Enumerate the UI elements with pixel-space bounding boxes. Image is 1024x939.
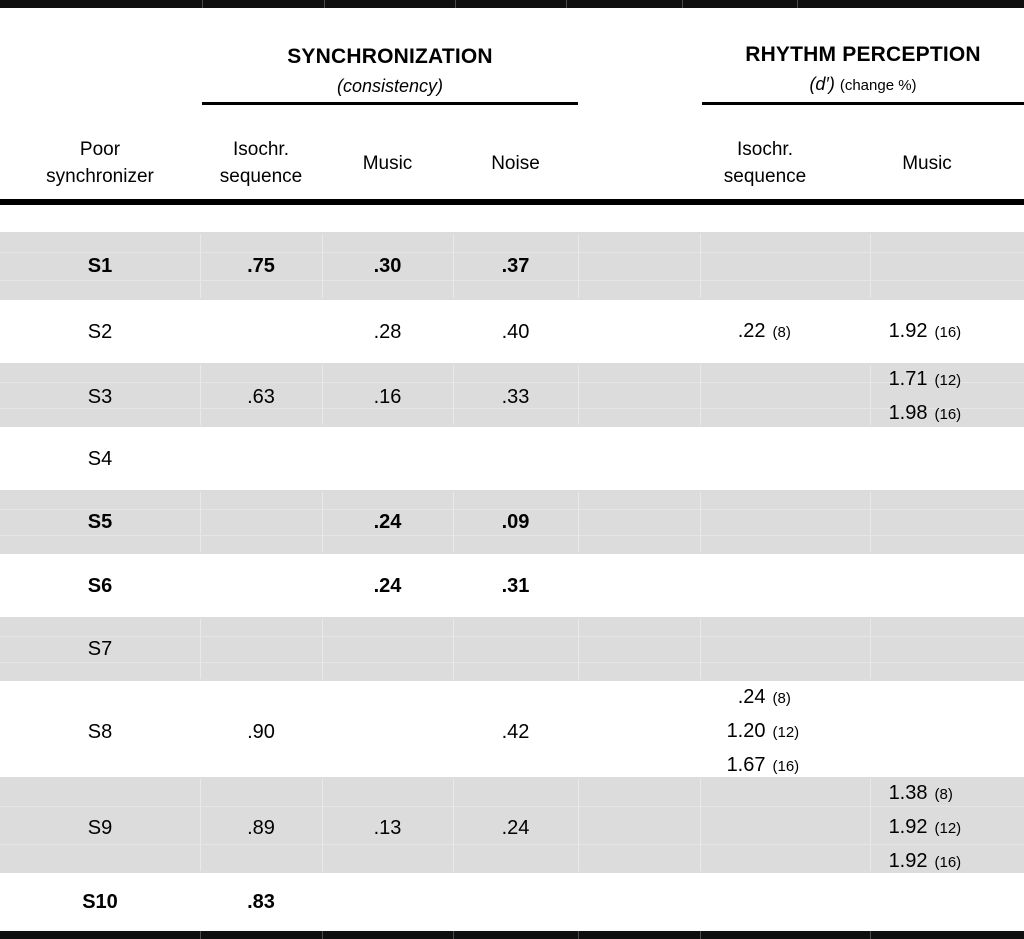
- group-subtitle-rhythm-perception: [809, 72, 916, 98]
- rhythm-change-pct: (12): [934, 372, 962, 389]
- rhythm-change-pct: (8): [772, 690, 791, 707]
- shaded-row-seam: [870, 619, 871, 679]
- cell-sync-noise: .42: [501, 721, 530, 743]
- rhythm-value-line: [700, 681, 830, 715]
- column-header-rhythm-isochr-sequence: [700, 136, 870, 190]
- shaded-row-seam: [0, 280, 1024, 281]
- table-row: [0, 300, 1024, 363]
- rhythm-value: .22: [737, 319, 766, 342]
- rhythm-value-line: [870, 363, 984, 397]
- shaded-row-seam: [578, 234, 579, 298]
- shaded-row-seam: [578, 619, 579, 679]
- rule-seam: [202, 0, 203, 8]
- row-label: S5: [87, 511, 113, 533]
- subtitle-change-pct: (change %): [839, 77, 917, 94]
- shaded-row-seam: [700, 492, 701, 552]
- rule-seam: [870, 931, 871, 939]
- cell-sync-noise: .09: [501, 511, 530, 533]
- rule-seam: [455, 0, 456, 8]
- rhythm-value: 1.92: [888, 850, 928, 872]
- rhythm-value: .24: [737, 686, 766, 708]
- column-header-sync-noise: Noise: [491, 152, 540, 174]
- table-row: [0, 490, 1024, 554]
- group-subtitle-synchronization: [337, 74, 443, 98]
- rule-seam: [578, 931, 579, 939]
- group-header-synchronization: [202, 44, 578, 105]
- table-row: [0, 427, 1024, 490]
- table-row: [0, 617, 1024, 681]
- cell-sync-isochr: .63: [247, 386, 275, 408]
- group-header-rhythm-perception: [702, 42, 1024, 105]
- rhythm-change-pct: (16): [772, 758, 800, 775]
- rule-seam: [324, 0, 325, 8]
- rhythm-value: 1.67: [726, 754, 766, 776]
- rhythm-value-line: [870, 845, 984, 879]
- column-header-sync-music: Music: [362, 152, 413, 174]
- rhythm-change-pct: (16): [934, 854, 962, 871]
- cell-sync-isochr: .90: [247, 721, 275, 743]
- shaded-row-seam: [700, 779, 701, 871]
- column-header-row: [0, 105, 1024, 199]
- row-label: S10: [82, 891, 118, 913]
- subtitle-dprime: (d′): [809, 74, 835, 94]
- shaded-row-seam: [322, 619, 323, 679]
- cell-rhythm-isochr: [700, 681, 870, 783]
- shaded-row-seam: [870, 234, 871, 298]
- rhythm-value: 1.92: [888, 816, 928, 838]
- cell-sync-isochr: .83: [247, 891, 275, 913]
- cell-sync-noise: .33: [501, 386, 530, 408]
- table-row: [0, 681, 1024, 777]
- column-header-sync-isochr-sequence: [200, 136, 322, 190]
- cell-sync-music: .24: [373, 574, 402, 597]
- rhythm-value-line: [870, 397, 984, 431]
- row-label: S3: [87, 386, 113, 408]
- rule-seam: [322, 931, 323, 939]
- shaded-row-seam: [700, 619, 701, 679]
- cell-sync-isochr: .89: [247, 817, 275, 839]
- row-label: S4: [87, 447, 113, 470]
- column-header-line: synchronizer: [46, 166, 154, 187]
- rhythm-value: 1.20: [726, 720, 766, 742]
- header-gap: [0, 205, 1024, 232]
- cell-sync-isochr: .75: [247, 255, 275, 277]
- cell-rhythm-isochr: [700, 315, 870, 349]
- rule-seam: [453, 931, 454, 939]
- rhythm-value: 1.38: [888, 782, 928, 804]
- table-row: [0, 873, 1024, 931]
- cell-sync-noise: .31: [501, 574, 530, 597]
- column-header-line: sequence: [219, 166, 303, 187]
- cell-rhythm-music: [870, 363, 1024, 431]
- column-header-line: Poor: [79, 139, 121, 160]
- rhythm-value-line: [870, 315, 984, 349]
- column-header-poor-synchronizer: [0, 136, 200, 190]
- rhythm-change-pct: (8): [934, 786, 953, 803]
- rhythm-value: 1.92: [888, 319, 928, 342]
- shaded-row-seam: [578, 492, 579, 552]
- rule-seam: [566, 0, 567, 8]
- rule-seam: [682, 0, 683, 8]
- shaded-row-seam: [870, 492, 871, 552]
- table-row: [0, 554, 1024, 617]
- rhythm-value: 1.98: [888, 402, 928, 424]
- cell-sync-music: .16: [373, 386, 402, 408]
- table-bottom-rule: [0, 931, 1024, 939]
- rhythm-value-line: [700, 749, 830, 783]
- row-label: S1: [87, 255, 113, 277]
- rule-seam: [200, 931, 201, 939]
- shaded-row-seam: [700, 365, 701, 425]
- rhythm-change-pct: (8): [772, 323, 791, 341]
- shaded-row-seam: [578, 365, 579, 425]
- rule-seam: [797, 0, 798, 8]
- rhythm-value-line: [870, 777, 984, 811]
- cell-sync-music: .30: [373, 255, 402, 277]
- cell-sync-music: .24: [373, 511, 402, 533]
- rhythm-value-line: [700, 315, 830, 349]
- rhythm-value-line: [870, 811, 984, 845]
- row-label: S9: [87, 817, 113, 839]
- shaded-row-seam: [200, 492, 201, 552]
- group-title-synchronization: SYNCHRONIZATION: [287, 45, 493, 68]
- cell-sync-music: .13: [373, 817, 402, 839]
- rhythm-value: 1.71: [888, 368, 928, 390]
- table-body: [0, 232, 1024, 931]
- cell-rhythm-music: [870, 315, 1024, 349]
- rhythm-value-line: [700, 715, 830, 749]
- shaded-row-seam: [200, 619, 201, 679]
- row-label: S6: [87, 574, 113, 597]
- row-label: S2: [87, 320, 113, 343]
- row-label: S8: [87, 721, 113, 743]
- row-label: S7: [87, 638, 113, 660]
- column-header-rhythm-music: Music: [902, 152, 952, 174]
- table-row: [0, 232, 1024, 300]
- column-header-line: Isochr.: [737, 139, 793, 160]
- rhythm-change-pct: (16): [934, 406, 962, 423]
- shaded-row-seam: [700, 234, 701, 298]
- rhythm-change-pct: (16): [934, 323, 962, 341]
- shaded-row-seam: [453, 619, 454, 679]
- column-header-line: sequence: [723, 166, 807, 187]
- subtitle-consistency: (consistency): [336, 76, 444, 96]
- rule-seam: [700, 931, 701, 939]
- column-header-line: Isochr.: [233, 139, 289, 160]
- cell-sync-noise: .24: [501, 817, 530, 839]
- cell-sync-music: .28: [373, 320, 402, 343]
- shaded-row-seam: [578, 779, 579, 871]
- rhythm-change-pct: (12): [772, 724, 800, 741]
- table-row: [0, 363, 1024, 427]
- rhythm-change-pct: (12): [934, 820, 962, 837]
- group-title-rhythm-perception: RHYTHM PERCEPTION: [745, 43, 981, 66]
- cell-rhythm-music: [870, 777, 1024, 879]
- table-row: [0, 777, 1024, 873]
- cell-sync-noise: .40: [501, 320, 530, 343]
- table-top-rule: [0, 0, 1024, 8]
- cell-sync-noise: .37: [501, 255, 530, 277]
- table-group-headers: [0, 8, 1024, 105]
